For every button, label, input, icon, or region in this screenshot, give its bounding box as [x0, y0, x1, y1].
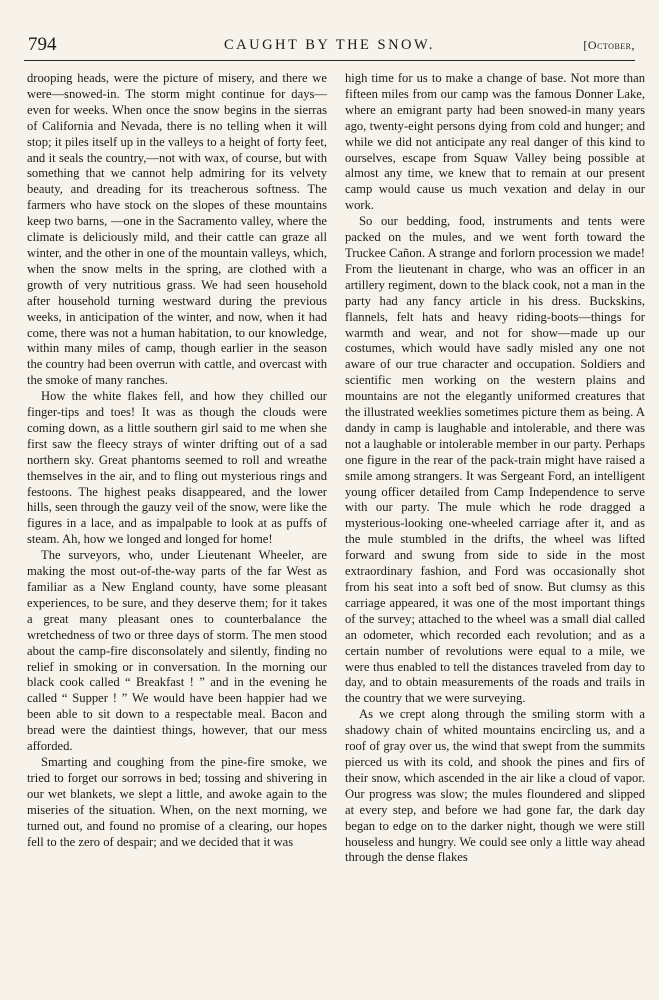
issue-month: [October,	[583, 38, 635, 52]
left-column	[27, 71, 327, 991]
paragraph: The surveyors, who, under Lieutenant Wheeler, are making the most out-of-the-way parts of the far West as familiar as a New England county, have some pleasant experiences, to be sure, and they deserve them; for it takes a great many pleasant ones to counterbalance the wretchedness of two or three days of storm. The men stood about the camp-fire disconsolately and silently, finding no relief in smoking or in conversation. In the morning our black cook called “ Breakfast ! ” and in the evening he called “ Supper ! ” We would have been happier had we been able to sit down to a respectable meal. Bacon and bread were the daintiest things, however, that our mess afforded.	[27, 548, 327, 754]
page-number: 794	[28, 34, 57, 55]
running-title: CAUGHT BY THE SNOW.	[223, 37, 436, 53]
paragraph: How the white flakes fell, and how they chilled our finger-tips and toes! It was as though the clouds were coming down, as a little southern girl said to me when she first saw the fleecy strays of winter drifting out of a sad northern sky. Great phantoms seemed to roll and wreathe themselves in the air, and to fling out mysterious rings and festoons. The highest peaks disappeared, and the lower hills, seen through the gauzy veil of the snow, were like the figures in a lace, and as impalpable to look at as puffs of steam. Ah, how we longed and longed for home!	[27, 389, 327, 547]
running-header	[24, 34, 635, 61]
paragraph: As we crept along through the smiling storm with a shadowy chain of whited mountains encircling us, and a roof of gray over us, the wind that swept from the summits pierced us with its cold, and shook the pines and firs of their snow, which ascended in the air like a cloud of vapor. Our progress was slow; the mules floundered and slipped at every step, and before we had gone far, the dark day began to edge on to the darker night, though we were still houseless and hungry. We could see only a little way ahead through the dense flakes	[345, 707, 645, 865]
paragraph: high time for us to make a change of base. Not more than fifteen miles from our camp was the famous Donner Lake, where an emigrant party had been snowed-in many years ago, twenty-eight persons dying from cold and hunger; and while we did not anticipate any real danger of this kind to ourselves, escape from Squaw Valley being possible at almost any time, we knew that to remain at our present camp would cause us much vexation and delay in our work.	[345, 71, 645, 213]
right-column	[345, 71, 645, 991]
paragraph: So our bedding, food, instruments and tents were packed on the mules, and we went forth toward the Truckee Cañon. A strange and forlorn procession we made! From the lieutenant in charge, who was an officer in an artillery regiment, down to the black cook, not a man in the party had any fancy article in his dress. Buckskins, flannels, felt hats and heavy riding-boots—things for warmth and wear, and not for show—made up our costumes, which would have sadly misled any one not aware of our true character and occupation. Soldiers and scientific men working on the western plains and mountains are not the elegantly uniformed creatures that the illustrated weeklies sometimes picture them as being. A dandy in camp is laughable and intolerable, and there was not a laughable or intolerable member in our party. Perhaps one figure in the rear of the pack-train might have raised a smile among strangers. It was Sergeant Ford, an intelligent young officer detailed from Camp Independence to serve with our party. The mule which he rode dragged a mysterious-looking one-wheeled carriage after it, and as the mule stumbled in the drifts, the wheel was lifted forward and swung from side to side in the most extraordinary fashion, and Ford was occasionally shot from his seat into a soft bed of snow. But clumsy as this carriage appeared, it was one of the most important things of the survey; attached to the wheel was a small dial called an odometer, which recorded each revolution; and as a certain number of revolutions were equal to a mile, we were thus enabled to tell the distances traveled from day to day, and to obtain measurements of the roads and trails in the country that we were surveying.	[345, 214, 645, 706]
paragraph: drooping heads, were the picture of misery, and there we were—snowed-in. The storm might continue for days—even for weeks. When once the snow begins in the sierras of California and Nevada, there is no telling when it will stop; it piles itself up in the valleys to a height of forty feet, and it seals the country,—not with wax, of course, but with something that we cannot help admiring for its velvety beauty, and dreading for its treacherous softness. The farmers who have stock on the slopes of these mountains keep two barns, —one in the Sacramento valley, where the climate is deliciously mild, and their cattle can graze all winter, and the other in one of the mountain valleys, which, when the snow melts in the spring, are clothed with a growth of very nutritious grass. We had seen household after household turning westward during the previous weeks, in anticipation of the winter, and now, when it had come, there was not a human habitation, to our knowledge, within many miles of camp, though earlier in the season the country had been overrun with cattle, and overcast with the smoke of many ranches.	[27, 71, 327, 388]
paragraph: Smarting and coughing from the pine-fire smoke, we tried to forget our sorrows in bed; tossing and shivering in our wet blankets, we slept a little, and awoke again to the miseries of the situation. When, on the next morning, we turned out, and found no promise of a clearing, our hopes fell to the zero of despair; and we decided that it was	[27, 754, 327, 849]
